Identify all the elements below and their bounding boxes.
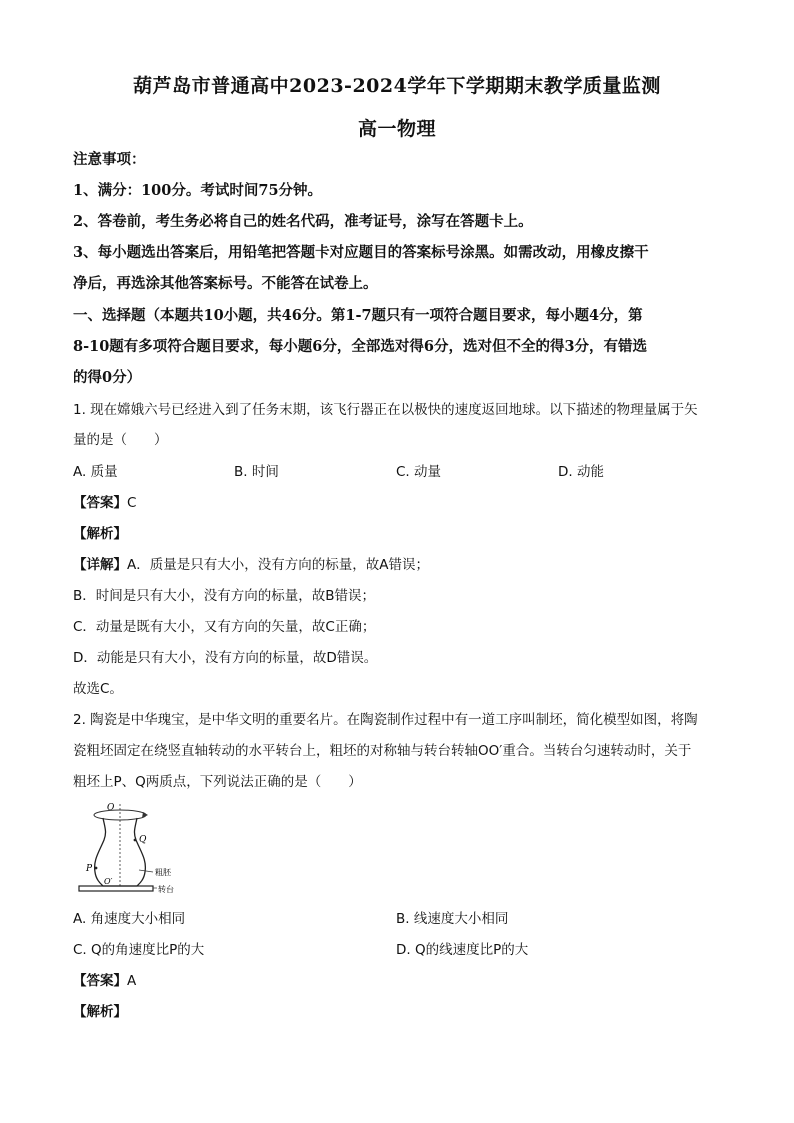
pottery-wheel-figure	[73, 800, 188, 900]
q1-detail-label: 【详解】	[73, 557, 127, 573]
rotation-arrowhead	[142, 812, 148, 818]
section1-line-1: 一、选择题（本题共10小题，共46分。第1-7题只有一项符合题目要求，每小题4分，第	[73, 307, 643, 324]
point-p	[95, 867, 98, 870]
label-blank: 粗胚	[155, 868, 171, 877]
q1-answer-value: C	[127, 495, 137, 511]
q2-stem-line-3: 粗坯上P、Q两质点，下列说法正确的是（ ）	[73, 774, 362, 790]
q1-explanation-a: A．质量是只有大小，没有方向的标量，故A错误；	[127, 557, 429, 573]
q1-answer	[73, 493, 136, 513]
q1-detail	[73, 555, 429, 575]
notice-item-1: 1、满分：100分。考试时间75分钟。	[73, 182, 323, 199]
point-q	[134, 839, 137, 842]
q1-analysis-label: 【解析】	[73, 526, 127, 542]
notice-heading: 注意事项：	[73, 151, 146, 168]
q1-stem-line-1: 1. 现在嫦娥六号已经进入到了任务末期，该飞行器正在以极快的速度返回地球。以下描述的物理量属于矢	[73, 402, 698, 418]
q2-answer-label: 【答案】	[73, 973, 127, 989]
q1-option-c: C. 动量	[396, 464, 442, 480]
q2-stem-line-1: 2. 陶瓷是中华瑰宝，是中华文明的重要名片。在陶瓷制作过程中有一道工序叫制坯，简化模型如图，将陶	[73, 712, 698, 728]
q2-option-d: D. Q的线速度比P的大	[396, 942, 529, 958]
exam-title: 葫芦岛市普通高中2023-2024学年下学期期末教学质量监测	[133, 75, 661, 97]
q2-answer	[73, 971, 136, 991]
section1-line-2: 8-10题有多项符合题目要求，每小题6分，全部选对得6分，选对但不全的得3分，有错选	[73, 338, 648, 355]
label-o-bottom: O′	[104, 877, 113, 886]
q1-answer-label: 【答案】	[73, 495, 127, 511]
q2-option-c: C. Q的角速度比P的大	[73, 942, 205, 958]
notice-item-3-cont: 净后，再选涂其他答案标号。不能答在试卷上。	[73, 275, 378, 292]
q1-analysis	[73, 524, 127, 544]
q2-answer-value: A	[127, 973, 137, 989]
label-p: P	[86, 864, 93, 874]
rotation-arrow	[94, 810, 146, 820]
turntable	[79, 886, 153, 891]
q1-explanation-b: B．时间是只有大小，没有方向的标量，故B错误；	[73, 588, 376, 604]
q1-option-b: B. 时间	[234, 464, 279, 480]
label-q: Q	[139, 835, 147, 845]
q1-option-a: A. 质量	[73, 464, 118, 480]
subject-title: 高一物理	[357, 118, 436, 140]
label-turntable: 转台	[158, 885, 174, 894]
q1-stem-line-2: 量的是（ ）	[73, 432, 168, 448]
notice-item-2: 2、答卷前，考生务必将自己的姓名代码，准考证号，涂写在答题卡上。	[73, 213, 533, 230]
q2-option-a: A. 角速度大小相同	[73, 911, 186, 927]
label-o-top: O	[107, 803, 115, 813]
q2-stem-line-2: 瓷粗坯固定在绕竖直轴转动的水平转台上，粗坯的对称轴与转台转轴OO′重合。当转台匀速转动时，关于	[73, 743, 692, 759]
blank-leader-line	[139, 870, 153, 872]
q1-explanation-c: C．动量是既有大小，又有方向的矢量，故C正确；	[73, 619, 376, 635]
q2-analysis	[73, 1002, 127, 1022]
q1-explanation-d: D．动能是只有大小，没有方向的标量，故D错误。	[73, 650, 378, 666]
q1-option-d: D. 动能	[558, 464, 604, 480]
q2-option-b: B. 线速度大小相同	[396, 911, 509, 927]
section1-line-3: 的得0分）	[73, 369, 142, 386]
q1-conclusion: 故选C。	[73, 681, 123, 697]
notice-item-3: 3、每小题选出答案后，用铅笔把答题卡对应题目的答案标号涂黑。如需改动，用橡皮擦干	[73, 244, 649, 261]
q2-analysis-label: 【解析】	[73, 1004, 127, 1020]
